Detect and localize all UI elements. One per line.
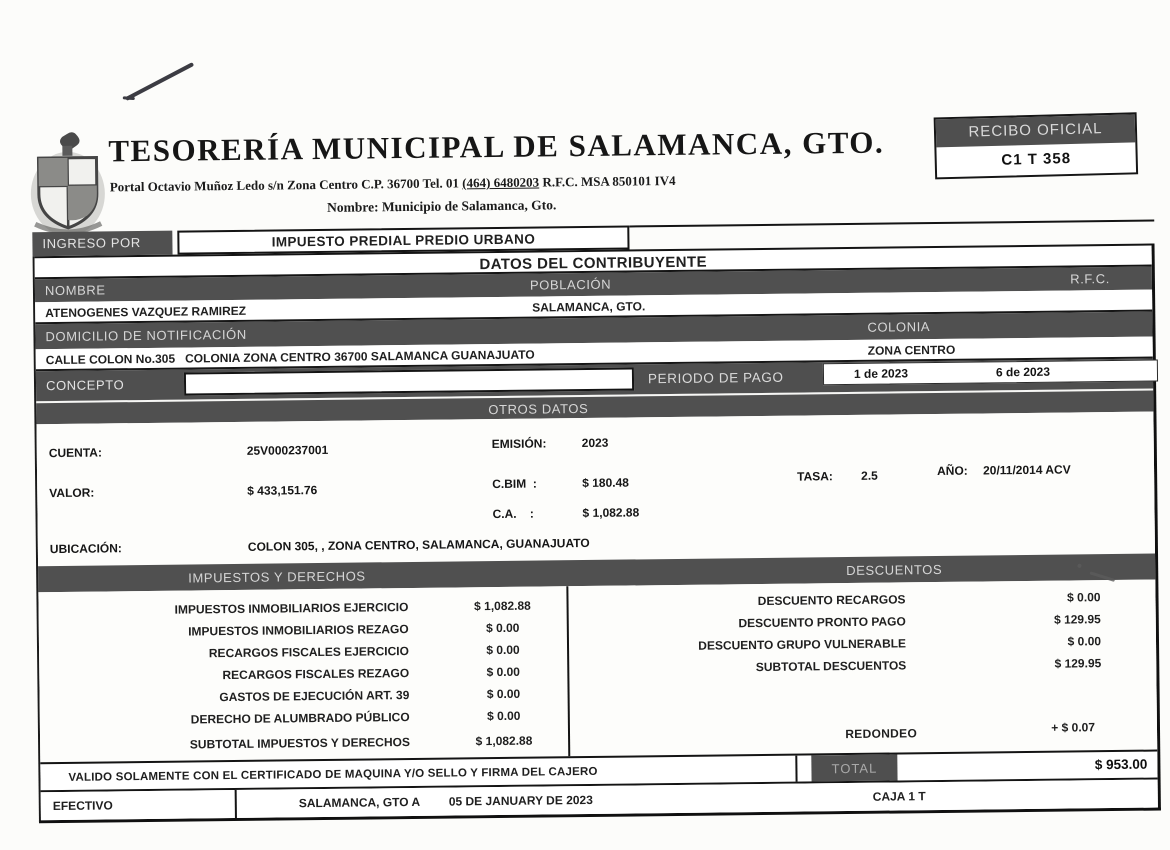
impuestos-column (38, 586, 570, 762)
domicilio-value: CALLE COLON No.305 COLONIA ZONA CENTRO 36700 SALAMANCA GUANAJUATO (45, 347, 535, 368)
header-name-line: Nombre: Municipio de Salamanca, Gto. (326, 197, 557, 215)
row-value: $ 0.00 (486, 664, 520, 680)
row-value: $ 0.00 (1067, 634, 1102, 649)
row-label: DESCUENTO PRONTO PAGO (738, 614, 906, 631)
row-label: DESCUENTO RECARGOS (757, 592, 906, 609)
redondeo-label: REDONDEO (845, 726, 918, 742)
otros-datos-title: OTROS DATOS (488, 400, 589, 418)
row-value: $ 129.95 (1054, 656, 1102, 671)
nombre-value: ATENOGENES VAZQUEZ RAMIREZ (45, 303, 247, 321)
row-value: $ 1,082.88 (475, 733, 533, 749)
concepto-value-field (184, 367, 634, 395)
ubicacion-value: COLON 305, , ZONA CENTRO, SALAMANCA, GUANAJUATO (247, 535, 590, 554)
cbim-label: C.BIM : (492, 476, 537, 492)
poblacion-value: SALAMANCA, GTO. (532, 299, 646, 315)
descuentos-column (570, 580, 1157, 757)
row-label: DESCUENTO GRUPO VULNERABLE (698, 636, 907, 653)
table-row (40, 704, 568, 732)
cuenta-label: CUENTA: (48, 445, 102, 461)
domicilio-label: DOMICILIO DE NOTIFICACIÓN (45, 326, 247, 345)
row-value: $ 0.00 (1067, 590, 1101, 605)
address-phone: (464) 6480203 (462, 174, 540, 191)
periodo-label: PERIODO DE PAGO (647, 369, 784, 387)
tasa-value: 2.5 (861, 468, 878, 483)
cbim-value: $ 180.48 (582, 475, 629, 491)
section-title-contribuyente: DATOS DEL CONTRIBUYENTE (35, 244, 1152, 280)
payment-date: 05 DE JANUARY DE 2023 (448, 792, 593, 809)
row-value: $ 0.00 (485, 620, 520, 636)
row-value: $ 0.00 (486, 686, 521, 702)
row-label: SUBTOTAL IMPUESTOS Y DERECHOS (189, 735, 410, 752)
payment-place: SALAMANCA, GTO A (298, 794, 421, 811)
form-body (33, 244, 1161, 824)
receipt-form (32, 220, 1161, 824)
redondeo-row (572, 720, 1157, 753)
header-address (110, 171, 810, 195)
charges-table (38, 580, 1157, 765)
descuentos-title: DESCUENTOS (846, 561, 943, 579)
subtotal-row (40, 729, 568, 757)
row-label: RECARGOS FISCALES REZAGO (222, 666, 410, 683)
periodo-inicio: 1 de 2023 (853, 366, 909, 381)
row-label: IMPUESTOS INMOBILIARIOS REZAGO (188, 622, 409, 639)
impuestos-title: IMPUESTOS Y DERECHOS (188, 568, 366, 586)
row-value: $ 129.95 (1053, 612, 1101, 627)
cashier-box: CAJA 1 T (872, 789, 926, 804)
address-rfc: R.F.C. MSA 850101 IV4 (539, 172, 676, 190)
ubicacion-label: UBICACIÓN: (49, 541, 122, 557)
official-receipt-box (934, 112, 1139, 179)
row-value: $ 0.00 (486, 642, 520, 658)
valor-value: $ 433,151.76 (247, 483, 318, 498)
concepto-label: CONCEPTO (45, 377, 125, 394)
page-title: TESORERÍA MUNICIPAL DE SALAMANCA, GTO. (108, 124, 885, 169)
row-label: SUBTOTAL DESCUENTOS (755, 658, 907, 675)
row-label: RECARGOS FISCALES EJERCICIO (208, 644, 409, 661)
receipt-box-title: RECIBO OFICIAL (936, 114, 1136, 147)
row-label: IMPUESTOS INMOBILIARIOS EJERCICIO (174, 600, 409, 617)
total-value: $ 953.00 (1094, 756, 1148, 773)
colonia-label: COLONIA (867, 319, 931, 335)
rfc-label: R.F.C. (1070, 271, 1110, 287)
emision-label: EMISIÓN: (491, 436, 547, 452)
row-value: $ 0.00 (486, 708, 521, 724)
payment-method: EFECTIVO (52, 798, 113, 814)
ingreso-value-field: IMPUESTO PREDIAL PREDIO URBANO (177, 225, 629, 254)
coat-of-arms-logo (24, 127, 111, 236)
valido-note: VALIDO SOLAMENTE CON EL CERTIFICADO DE MAQUINA Y/O SELLO Y FIRMA DEL CAJERO (40, 756, 797, 791)
periodo-value-field (823, 359, 1158, 385)
total-label: TOTAL (811, 754, 897, 781)
ca-label: C.A. : (492, 506, 534, 522)
row-value: $ 1,082.88 (474, 598, 531, 614)
ingreso-label: INGRESO POR (32, 231, 172, 257)
nombre-label: NOMBRE (44, 282, 106, 299)
tasa-label: TASA: (797, 469, 833, 484)
anio-label: AÑO: (936, 463, 968, 479)
payment-method-cell (41, 790, 237, 820)
anio-value: 20/11/2014 ACV (982, 462, 1071, 478)
row-label: DERECHO DE ALUMBRADO PÚBLICO (190, 710, 410, 727)
pen-stroke-mark (125, 62, 194, 100)
cuenta-value: 25V000237001 (246, 442, 329, 458)
emision-value: 2023 (581, 435, 609, 451)
row-label: GASTOS DE EJECUCIÓN ART. 39 (219, 688, 410, 705)
ca-value: $ 1,082.88 (582, 505, 640, 521)
poblacion-label: POBLACIÓN (529, 276, 612, 293)
colonia-value: ZONA CENTRO (867, 342, 956, 358)
receipt-folio: C1 T 358 (1001, 149, 1072, 169)
address-text: Portal Octavio Muñoz Ledo s/n Zona Centro C.P. 36700 Tel. 01 (109, 175, 463, 195)
redondeo-value: + $ 0.07 (1051, 720, 1096, 735)
periodo-fin: 6 de 2023 (995, 364, 1051, 380)
otros-datos-content (36, 412, 1155, 567)
valor-label: VALOR: (49, 485, 95, 501)
